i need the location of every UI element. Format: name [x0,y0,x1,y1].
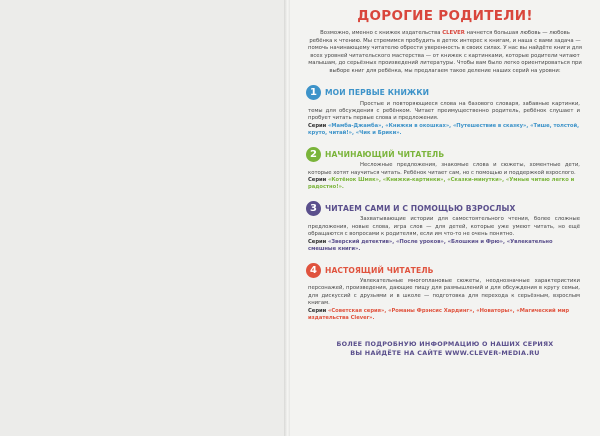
section-title: МОИ ПЕРВЫЕ КНИЖКИ [325,88,430,98]
section-header [306,85,584,101]
series-names: «Советская серия», «Романы Фрэнсис Хардинг», «Новаторы», «Магический мир издательства Clever». [308,307,570,321]
section-description-text: Несложные предложения, знакомые слова и сюжеты, хоментные дети, которые хотят научиться читать. Ребёнок читает сам, но с помощью и поддержкой взрослого. [308,162,580,176]
section-description-text: Захватывающие истории для самостоятельного чтения, более сложные предложения, новые слова, игра слов — для детей, которые уже умеют читать, но ещё обращаются с вопросами к родителям, если им что-то не очень понятно. [308,216,580,238]
section-description [308,216,580,238]
series-label: Серии [308,177,327,183]
section-description [308,101,580,123]
page-content [306,6,584,358]
section-header [306,200,584,216]
section-header [306,146,584,162]
series-label: Серии [308,307,327,314]
left-blank-page [0,0,286,436]
intro-text-end: начнется большая любовь — любовь ребёнка к чтению. Мы стремимся пробудить в детях интерес к книгам, и наша с вами задача — помочь начинающему читателю обрести уверенность в своих силах. У нас вы найдёте книги для всех уровней читательского мастерства — от книжек с картинками, которые родители читают малышам, до серьёзных произведений литературы. Чтобы вам было легко ориентироваться при выборе книг для ребёнка, мы предлагаем такое деление наших серий на уровни: [308,30,582,74]
section-title: НАСТОЯЩИЙ ЧИТАТЕЛЬ [325,265,434,275]
section-title: ЧИТАЕМ САМИ И С ПОМОЩЬЮ ВЗРОСЛЫХ [325,203,516,213]
series-label: Серии [308,122,327,129]
level-number-badge: 3 [306,201,321,216]
level-section-3 [306,200,584,253]
series-label: Серии [308,238,327,245]
series-list [308,123,580,137]
series-names: «Мамба-Джамба», «Книжки в окошках», «Путешествие в сказку», «Тише, толстой, круто, читай!», «Чик и Брики». [308,122,580,136]
series-names: «Котёнок Шмяк», «Книжки-картинки», «Сказки-минутки», «Умные читаю легко и радостно!». [308,177,575,191]
right-page [290,0,600,436]
series-list [308,239,580,253]
intro-text-start: Возможно, именно с книжек издательства [320,30,443,36]
series-list [308,177,580,191]
section-header [306,262,584,278]
footer-line-1: БОЛЕЕ ПОДРОБНУЮ ИНФОРМАЦИЮ О НАШИХ СЕРИЯХ [336,340,554,349]
section-description-text: Простые и повторяющиеся слова на базового словаря, забавные картинки, темы для обсуждения с ребёнком. Читает преимущественно родитель, ребёнок слушает и пробует читать первые слова и предложения. [308,100,580,122]
section-description [308,162,580,177]
level-number-badge: 2 [306,147,321,162]
footer-line-2: ВЫ НАЙДЁТЕ НА САЙТЕ WWW.CLEVER-MEDIA.RU [350,349,540,358]
series-list [308,308,580,322]
section-description [308,278,580,308]
level-number-badge: 4 [306,263,321,278]
intro-paragraph [308,30,582,76]
brand-name: CLEVER [442,30,465,36]
level-section-4 [306,262,584,322]
level-section-2 [306,146,584,191]
section-description-text: Увлекательные многоплановые сюжеты, неоднозначные характеристики персонажей, произведения, дающие пищу для размышлений и для обсуждения в кругу семьи, для дискуссий с друзьями и в школе — подготовка для перехода к серьёзным, взрослым книгам. [308,278,580,307]
page-title: ДОРОГИЕ РОДИТЕЛИ! [357,8,533,24]
section-title: НАЧИНАЮЩИЙ ЧИТАТЕЛЬ [325,149,445,159]
level-number-badge: 1 [306,85,321,100]
level-section-1 [306,85,584,138]
series-names: «Зверский детектив», «После уроков», «Блошкин и Фрю», «Увлекательно смешные книги». [308,238,553,252]
footer-note [306,340,584,358]
